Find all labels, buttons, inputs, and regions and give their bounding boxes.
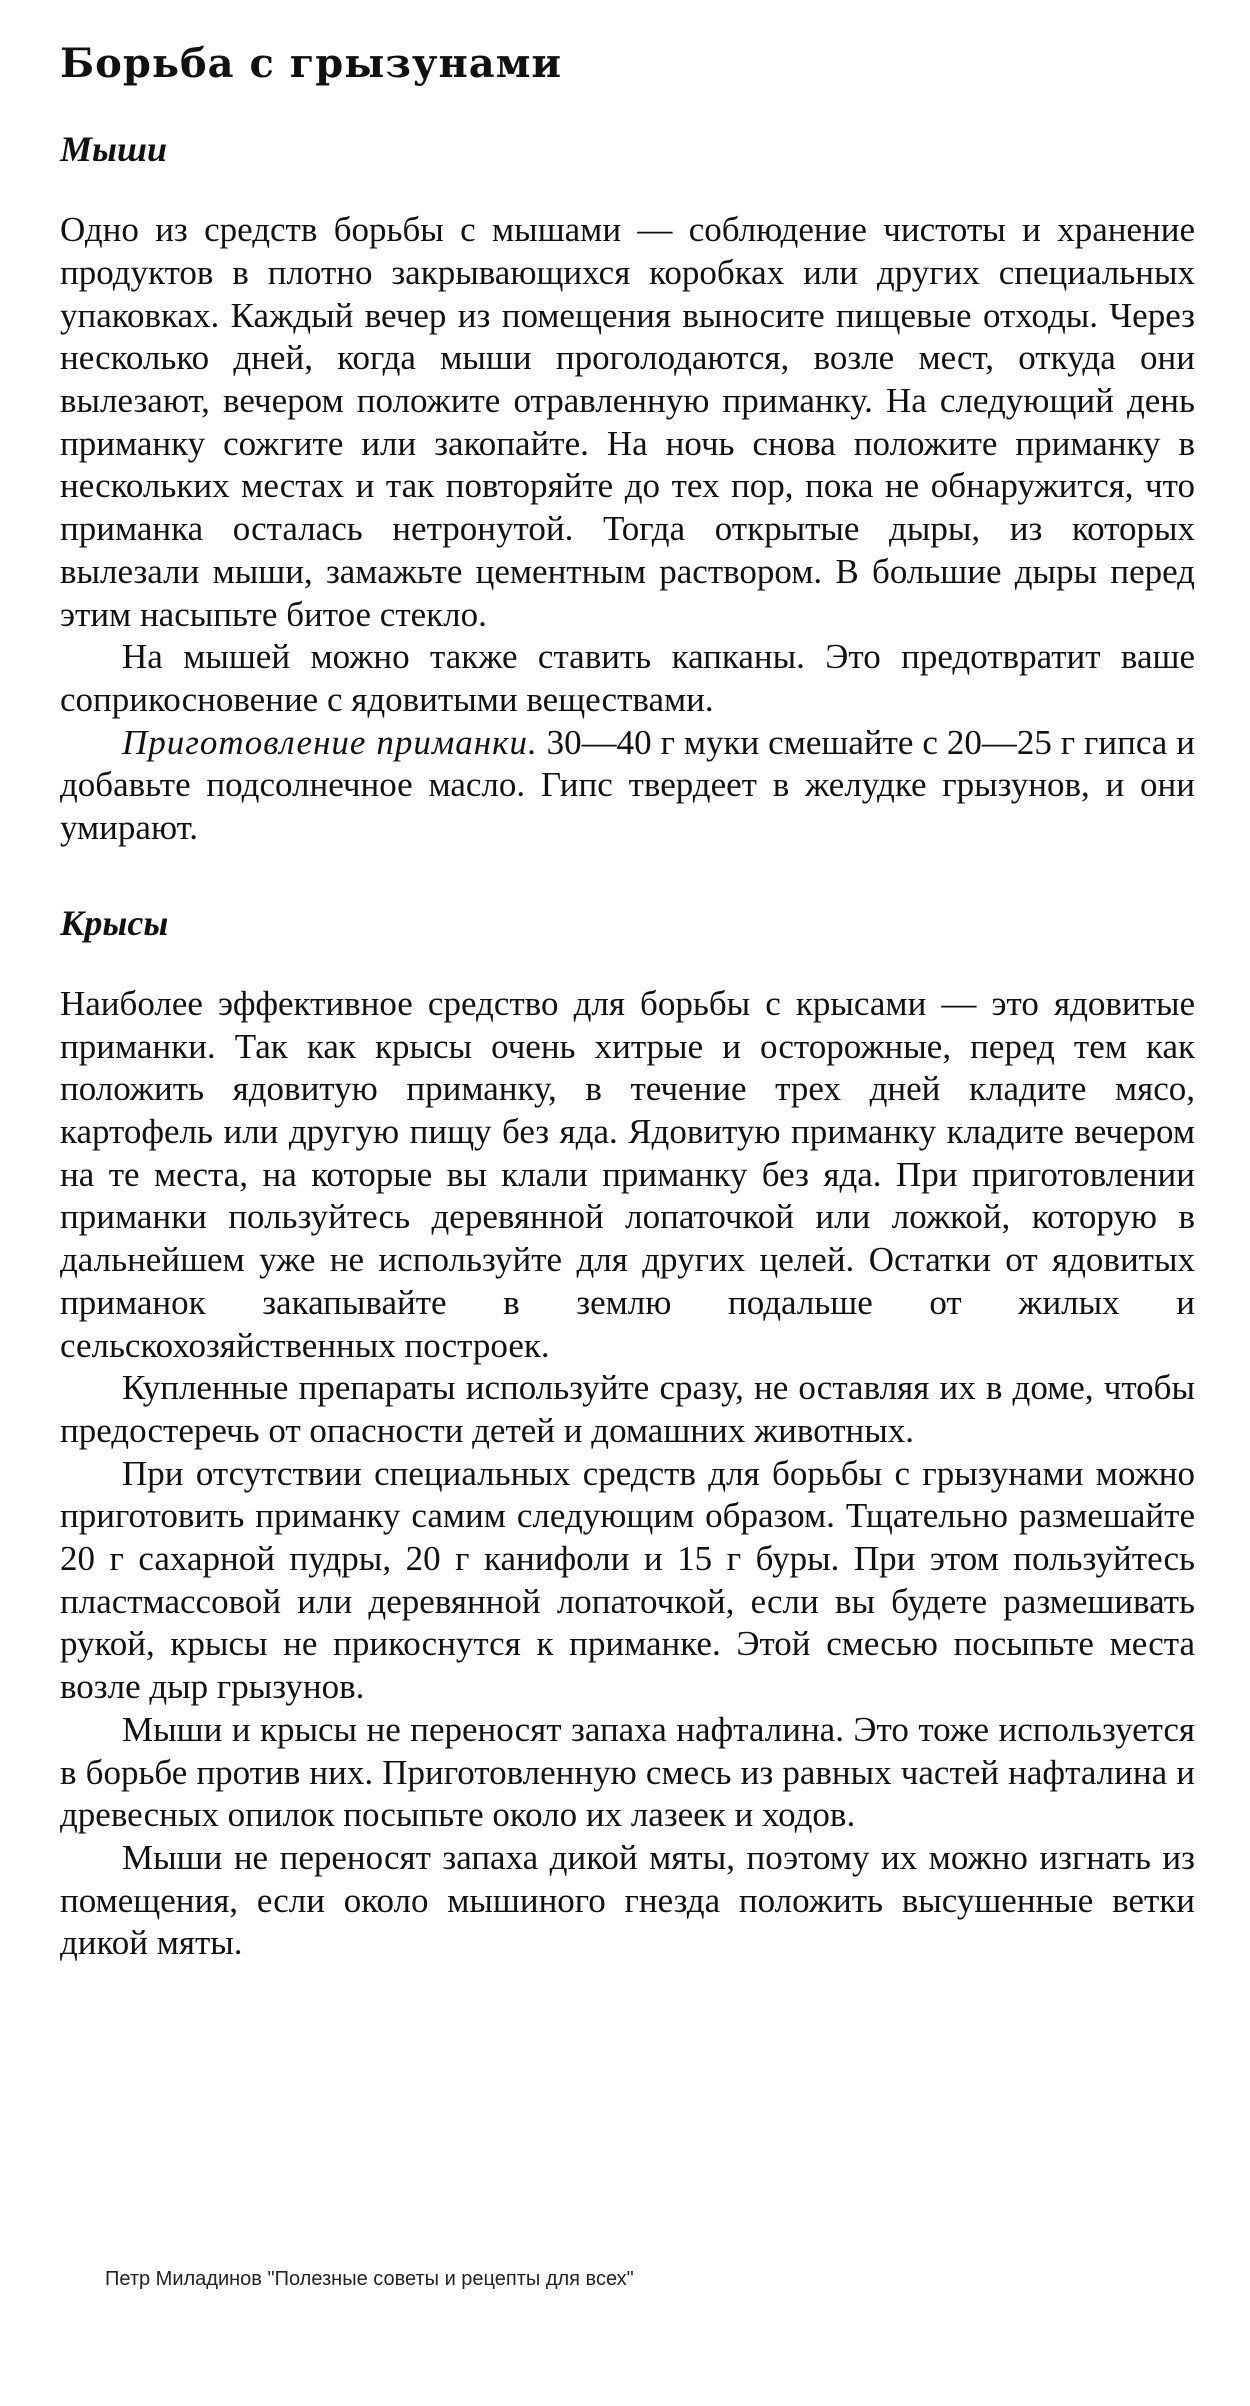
paragraph: Наиболее эффективное средство для борьбы с крысами — это ядовитые приманки. Так как крысы очень хитрые и осторожные, перед тем как положить ядовитую приманку, в течение трех дней кладите мясо, картофель или другую пищу без яда. Ядовитую приманку кладите вечером на те места, на которые вы клали приманку без яда. При приготовлении приманки пользуйтесь деревянной лопаточкой или ложкой, которую в дальнейшем уже не используйте для других целей. Остатки от ядовитых приманок закапывайте в землю подальше от жилых и сельскохозяйственных построек. — [60, 983, 1195, 1365]
section-heading-rats: Крысы — [60, 902, 169, 943]
paragraph-text: 30—40 г муки смешайте с 20—25 г гипса и добавьте подсолнечное масло. Гипс твердеет в желудке грызунов, и они умирают. — [60, 722, 1195, 848]
page-title: Борьба с грызунами — [60, 40, 563, 87]
paragraph: Купленные препараты используйте сразу, не оставляя их в доме, чтобы предостеречь от опасности детей и домашних животных. — [60, 1368, 1195, 1450]
paragraph-emphasis: Приготовление приманки. — [122, 722, 538, 762]
paragraph: При отсутствии специальных средств для борьбы с грызунами можно приготовить приманку самим следующим образом. Тщательно размешайте 20 г сахарной пудры, 20 г канифоли и 15 г буры. При этом пользуйтесь пластмассовой или деревянной лопаточкой, если вы будете размешивать рукой, крысы не прикоснутся к приманке. Этой смесью посыпьте места возле дыр грызунов. — [60, 1453, 1195, 1707]
source-footer: Петр Миладинов "Полезные советы и рецепты для всех" — [105, 2268, 634, 2290]
section-heading-mice: Мыши — [60, 129, 167, 169]
paragraph: Мыши и крысы не переносят запаха нафталина. Это тоже используется в борьбе против них. Приготовленную смесь из равных частей нафталина и древесных опилок посыпьте около их лазеек и ходов. — [60, 1709, 1195, 1835]
document-page — [60, 40, 1195, 1965]
paragraph: Одно из средств борьбы с мышами — соблюдение чистоты и хранение продуктов в плотно закрывающихся коробках или других специальных упаковках. Каждый вечер из помещения выносите пищевые отходы. Через несколько дней, когда мыши проголодаются, возле мест, откуда они вылезают, вечером положите отравленную приманку. На следующий день приманку сожгите или закопайте. На ночь снова положите приманку в нескольких местах и так повторяйте до тех пор, пока не обнаружится, что приманка осталась нетронутой. Тогда открытые дыры, из которых вылезали мыши, замажьте цементным раствором. В большие дыры перед этим насыпьте битое стекло. — [60, 210, 1195, 634]
paragraph: Мыши не переносят запаха дикой мяты, поэтому их можно изгнать из помещения, если около мышиного гнезда положить высушенные ветки дикой мяты. — [60, 1837, 1195, 1963]
paragraph: На мышей можно также ставить капканы. Это предотвратит ваше соприкосновение с ядовитыми веществами. — [60, 637, 1195, 719]
paragraph — [60, 722, 1195, 850]
section-divider — [60, 850, 1195, 902]
